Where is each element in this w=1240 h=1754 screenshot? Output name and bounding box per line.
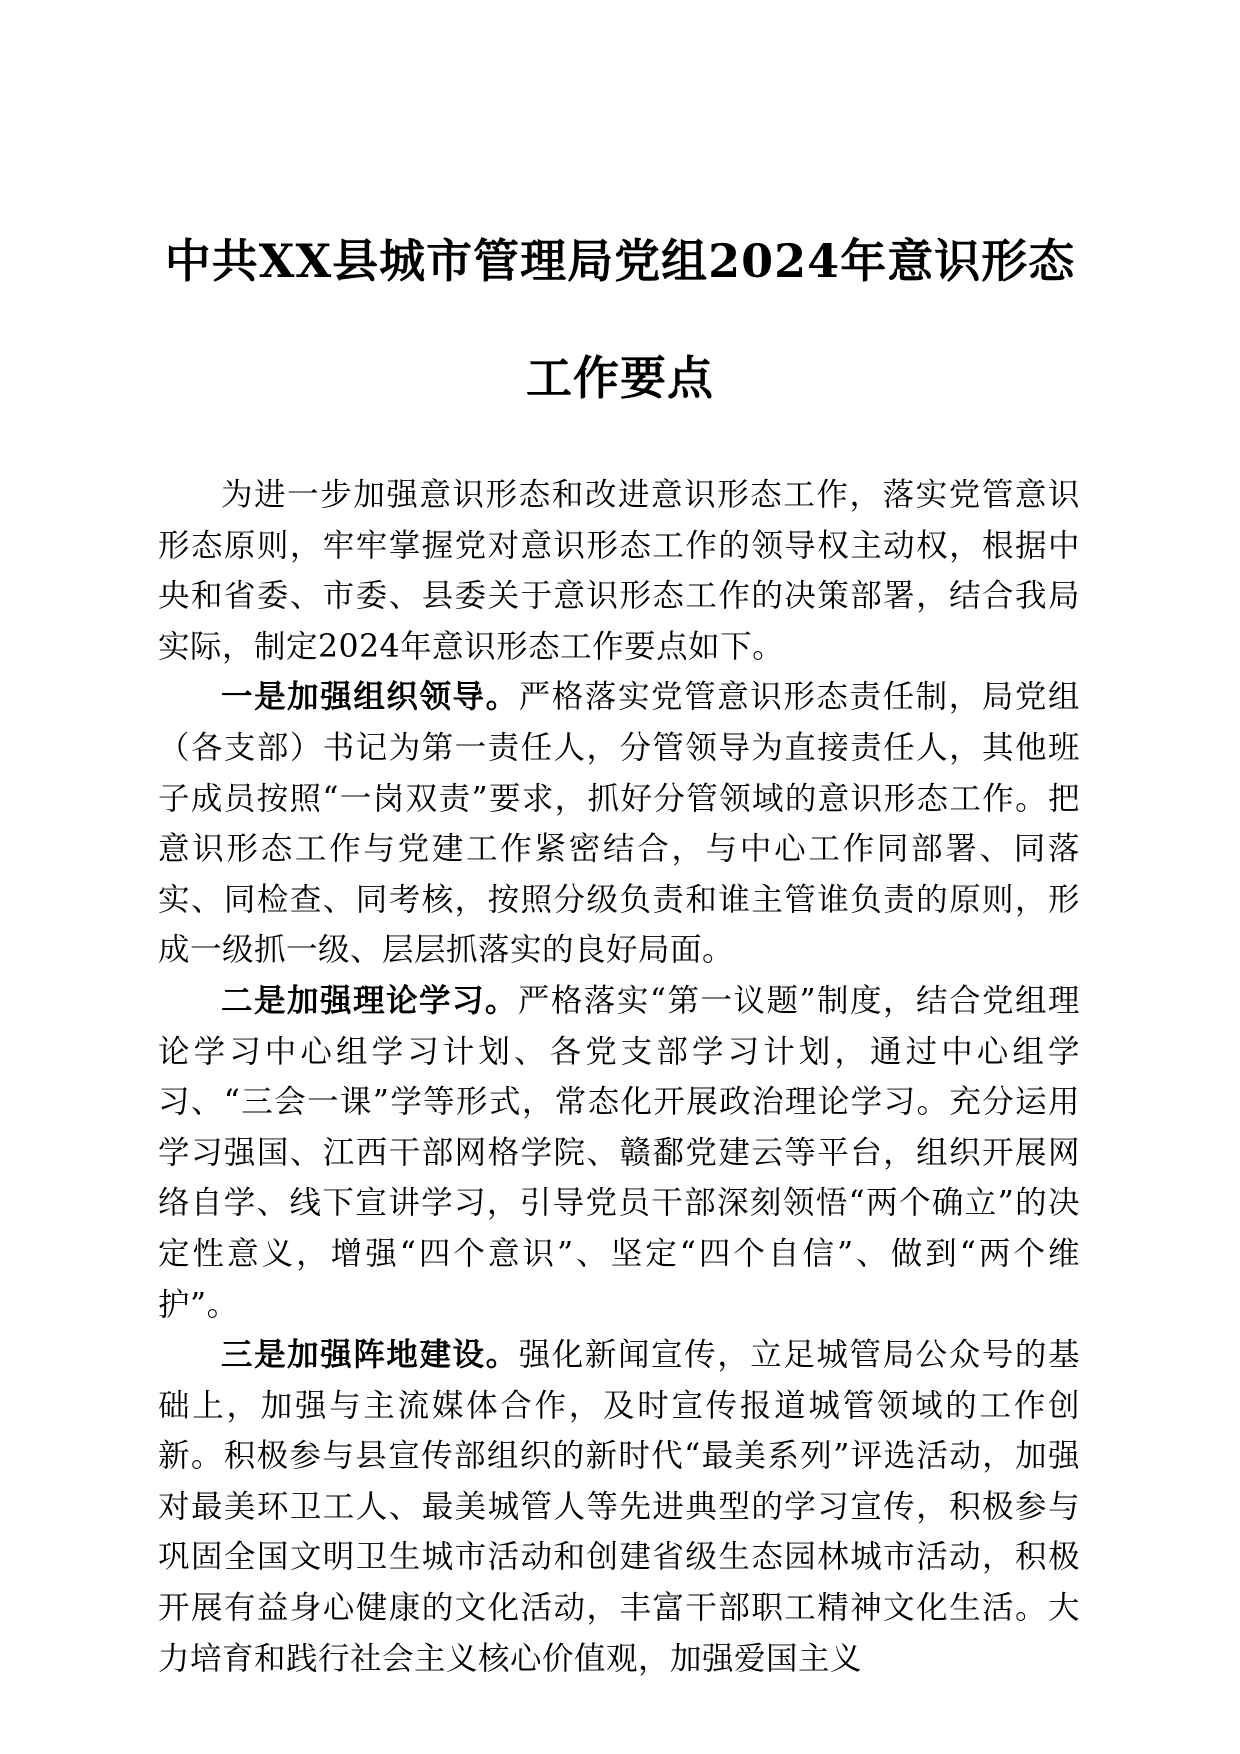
paragraph-lead: 二是加强理论学习。 [221, 981, 518, 1019]
document-body [158, 470, 1080, 1684]
document-title-line-1: 中共XX县城市管理局党组2024年意识形态 [164, 234, 1076, 288]
document-title-line-2: 工作要点 [526, 351, 714, 405]
paragraph-text: 为进一步加强意识形态和改进意识形态工作，落实党管意识形态原则，牢牢掌握党对意识形态工作的领导权主动权，根据中央和省委、市委、县委关于意识形态工作的决策部署，结合我局实际，制定2024年意识形态工作要点如下。 [158, 477, 1080, 665]
paragraph-lead: 一是加强组织领导。 [221, 678, 519, 716]
paragraph-text: 强化新闻宣传，立足城管局公众号的基础上，加强与主流媒体合作，及时宣传报道城管领域的工作创新。积极参与县宣传部组织的新时代“最美系列”评选活动，加强对最美环卫工人、最美城管人等先进典型的学习宣传，积极参与巩固全国文明卫生城市活动和创建省级生态园林城市活动，积极开展有益身心健康的文化活动，丰富干部职工精神文化生活。大力培育和践行社会主义核心价值观，加强爱国主义 [158, 1337, 1080, 1677]
paragraph-theory-study [158, 976, 1080, 1330]
paragraph-text: 严格落实“第一议题”制度，结合党组理论学习中心组学习计划、各党支部学习计划，通过中心组学习、“三会一课”学等形式，常态化开展政治理论学习。充分运用学习强国、江西干部网格学院、赣鄱党建云等平台，组织开展网络自学、线下宣讲学习，引导党员干部深刻领悟“两个确立”的决定性意义，增强“四个意识”、坚定“四个自信”、做到“两个维护”。 [158, 982, 1080, 1323]
paragraph-position-building [158, 1330, 1080, 1684]
paragraph-intro [158, 470, 1080, 672]
paragraph-organization-leadership [158, 672, 1080, 976]
paragraph-lead: 三是加强阵地建设。 [221, 1336, 519, 1374]
paragraph-text: 严格落实党管意识形态责任制，局党组（各支部）书记为第一责任人，分管领导为直接责任人，其他班子成员按照“一岗双责”要求，抓好分管领域的意识形态工作。把意识形态工作与党建工作紧密结合，与中心工作同部署、同落实、同检查、同考核，按照分级负责和谁主管谁负责的原则，形成一级抓一级、层层抓落实的良好局面。 [158, 679, 1080, 969]
